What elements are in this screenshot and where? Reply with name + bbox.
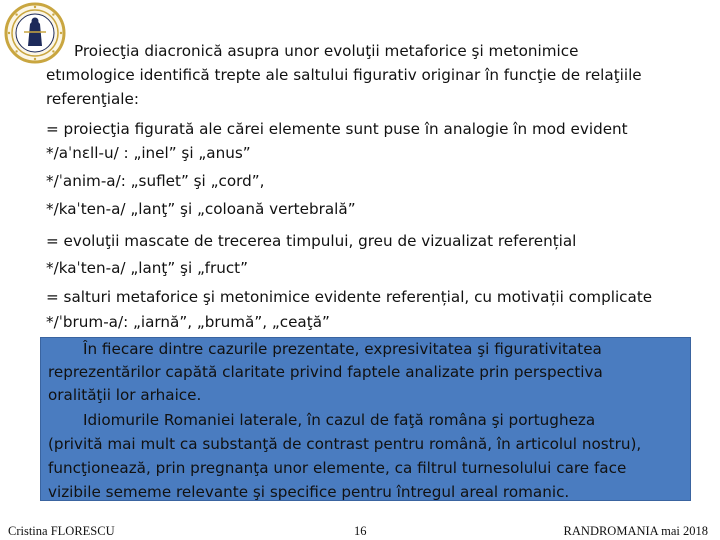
- body-line-5: */aˈnεll‑u/ : „inel” şi „anus”: [46, 144, 251, 162]
- footer-event: RANDROMANIA mai 2018: [563, 524, 708, 538]
- body-line-3: referenţiale:: [46, 90, 139, 108]
- box-line-5: (privită mai mult ca substanţă de contrast pentru română, în articolul nostru),: [48, 435, 642, 453]
- body-line-10: = salturi metaforice şi metonimice evidente referențial, cu motivații complicate: [46, 288, 653, 306]
- body-line-4: = proiecţia figurată ale cărei elemente sunt puse în analogie în mod evident: [46, 120, 628, 138]
- body-line-6: */ˈanim‑a/: „suflet” şi „cord”,: [46, 172, 265, 190]
- box-line-2: reprezentărilor capătă claritate privind faptele analizate prin perspectiva: [48, 363, 603, 381]
- body-line-7: */kaˈten‑a/ „lanţ” şi „coloană vertebrală”: [46, 200, 356, 218]
- footer-author: Cristina FLORESCU: [8, 524, 115, 538]
- body-line-8: = evoluţii mascate de trecerea timpului, greu de vizualizat referențial: [46, 232, 577, 250]
- box-line-4: Idiomurile Romaniei laterale, în cazul de faţă româna şi portugheza: [83, 411, 596, 429]
- body-line-1: Proiecţia diacronică asupra unor evoluţii metaforice şi metonimice: [74, 42, 579, 60]
- footer-page-number: 16: [354, 524, 367, 538]
- body-line-2: etımologice identifică trepte ale saltului figurativ originar în funcţie de relaţiile: [46, 66, 642, 84]
- body-line-11: */ˈbrum‑a/: „iarnă”, „brumă”, „ceaţă”: [46, 313, 330, 331]
- box-line-6: funcţionează, prin pregnanţa unor elemente, ca filtrul turnesolului care face: [48, 459, 627, 477]
- box-line-1: În fiecare dintre cazurile prezentate, expresivitatea şi figurativitatea: [83, 340, 602, 358]
- highlight-box: [40, 337, 691, 501]
- box-line-7: vizibile sememe relevante şi specifice pentru întregul areal romanic.: [48, 483, 570, 501]
- box-line-3: oralităţii lor arhaice.: [48, 386, 202, 404]
- university-seal-icon: [4, 2, 66, 64]
- body-line-9: */kaˈten‑a/ „lanţ” şi „fruct”: [46, 259, 248, 277]
